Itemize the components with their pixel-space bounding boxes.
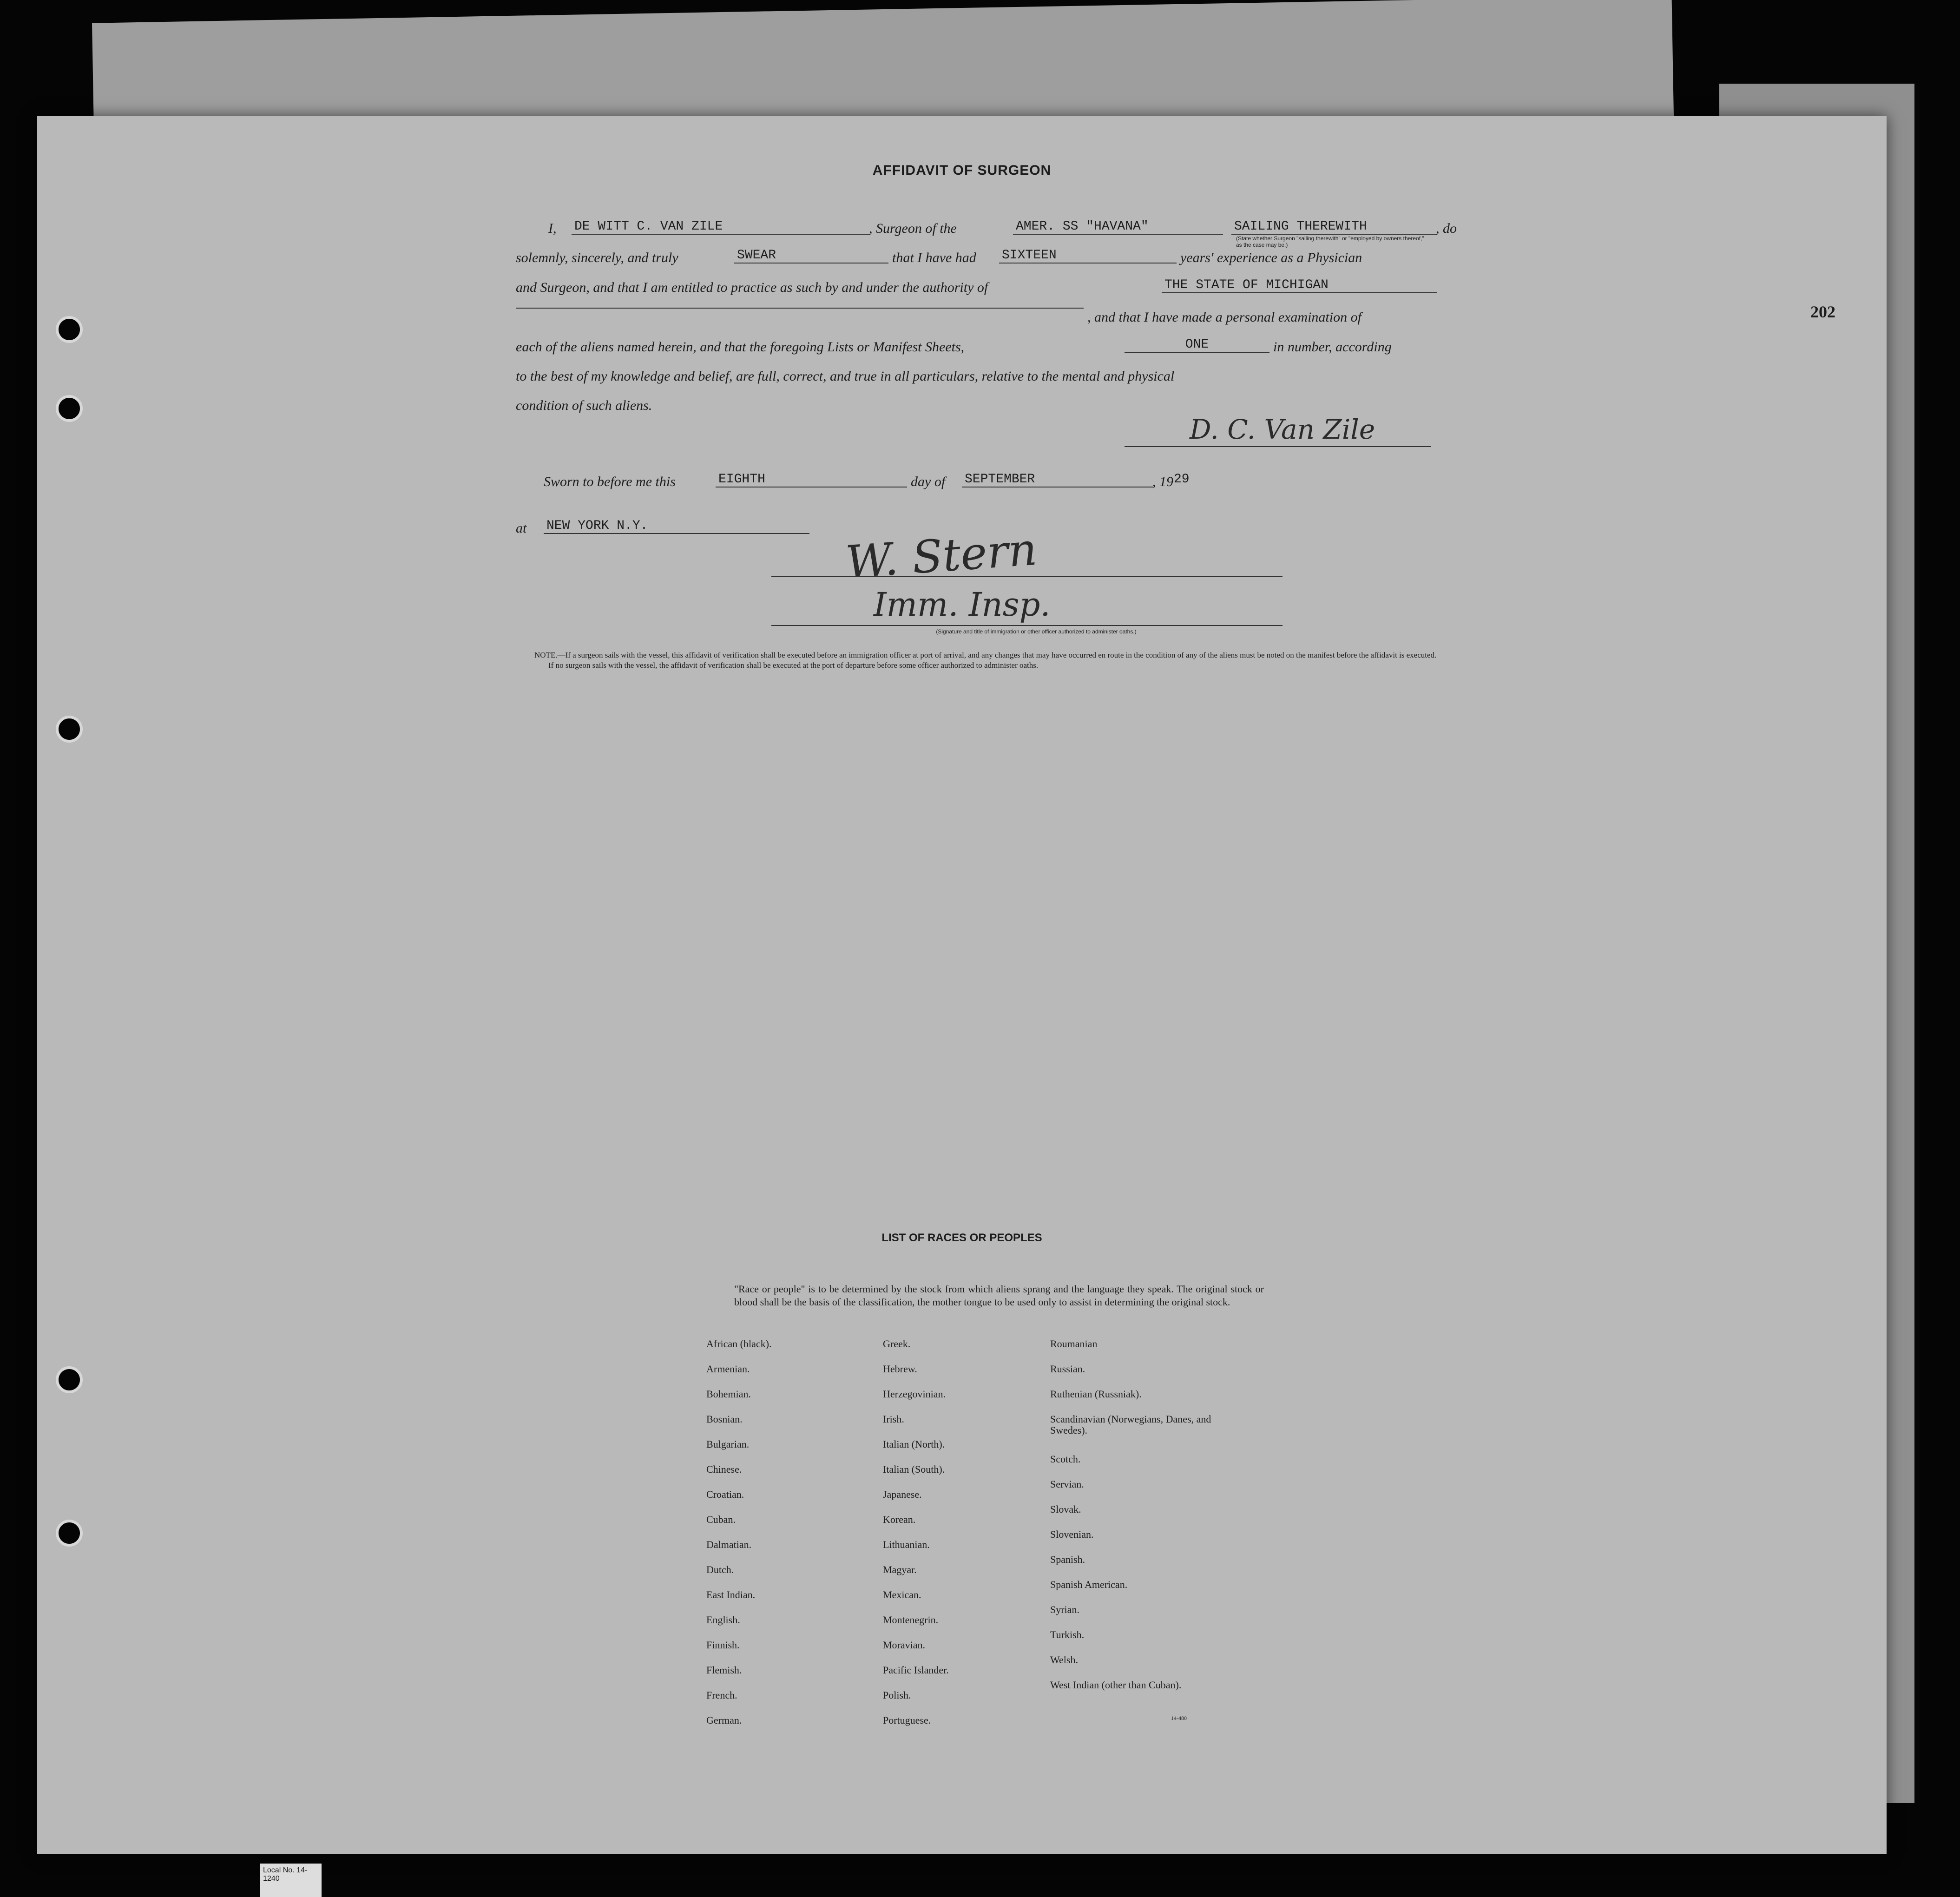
race-item: Scandinavian (Norwegians, Danes, and Swedes).: [1050, 1413, 1211, 1436]
race-item: Montenegrin.: [883, 1614, 939, 1626]
sworn-month: SEPTEMBER: [962, 472, 1153, 487]
sheets-count: ONE: [1125, 337, 1269, 353]
licensing-authority: THE STATE OF MICHIGAN: [1162, 278, 1437, 293]
affidavit-text: to the best of my knowledge and belief, are full, correct, and true in all particulars, relative to the mental and physical: [516, 369, 1175, 384]
race-item: Greek.: [883, 1338, 911, 1350]
race-item: Slovak.: [1050, 1503, 1081, 1515]
affidavit-text: , Surgeon of the: [869, 221, 957, 236]
oath-type: SWEAR: [734, 248, 888, 263]
race-item: Armenian.: [706, 1363, 750, 1375]
race-item: East Indian.: [706, 1589, 756, 1601]
sailing-status: SAILING THEREWITH: [1231, 219, 1437, 235]
sworn-year: 29: [1174, 472, 1190, 487]
races-title: LIST OF RACES OR PEOPLES: [881, 1232, 1042, 1244]
race-item: Bosnian.: [706, 1413, 743, 1425]
race-item: Pacific Islander.: [883, 1664, 949, 1676]
race-item: Finnish.: [706, 1639, 740, 1651]
race-item: Polish.: [883, 1689, 911, 1701]
races-intro: "Race or people" is to be determined by the stock from which aliens sprang and the language they speak. The original stock or blood shall be the basis of the classification, the mother tongue to be used only to assist in determining the original stock.: [734, 1283, 1264, 1308]
affidavit-text: , do: [1436, 221, 1457, 236]
affidavit-text: that I have had: [892, 250, 976, 265]
signature-line: [1125, 446, 1431, 447]
race-item: English.: [706, 1614, 740, 1626]
sworn-place: NEW YORK N.Y.: [544, 519, 809, 534]
affidavit-note: [534, 651, 1473, 671]
affidavit-text: each of the aliens named herein, and that the foregoing Lists or Manifest Sheets,: [516, 339, 965, 355]
vessel-name: AMER. SS "HAVANA": [1013, 219, 1223, 235]
race-item: Magyar.: [883, 1564, 917, 1575]
punch-hole: [56, 1366, 83, 1393]
authority-continued: [516, 308, 1084, 309]
race-item: Roumanian: [1050, 1338, 1098, 1350]
race-item: Cuban.: [706, 1514, 736, 1525]
race-item: Russian.: [1050, 1363, 1085, 1375]
sworn-text: day of: [911, 474, 946, 489]
race-item: Bulgarian.: [706, 1438, 750, 1450]
page-number: 202: [1810, 303, 1835, 321]
race-item: Herzegovinian.: [883, 1388, 946, 1400]
race-item: Servian.: [1050, 1478, 1084, 1490]
punch-hole: [56, 395, 83, 422]
races-column-2: [883, 1338, 949, 1740]
affidavit-text: I,: [548, 221, 557, 236]
race-item: Japanese.: [883, 1489, 922, 1500]
affidavit-title: AFFIDAVIT OF SURGEON: [872, 163, 1052, 178]
race-item: Dalmatian.: [706, 1539, 752, 1550]
sworn-text: at: [516, 520, 527, 536]
race-item: Slovenian.: [1050, 1528, 1094, 1540]
punch-hole: [56, 316, 83, 343]
affidavit-text: solemnly, sincerely, and truly: [516, 250, 678, 265]
race-item: Spanish American.: [1050, 1579, 1128, 1590]
race-item: Scotch.: [1050, 1453, 1081, 1465]
race-item: Hebrew.: [883, 1363, 917, 1375]
race-item: French.: [706, 1689, 737, 1701]
race-item: Turkish.: [1050, 1629, 1085, 1640]
affidavit-text: years' experience as a Physician: [1180, 250, 1362, 265]
note-paragraph: If no surgeon sails with the vessel, the affidavit of verification shall be executed at the port of departure before some officer authorized to administer oaths.: [548, 661, 1039, 670]
document-page: [37, 116, 1887, 1854]
race-item: Korean.: [883, 1514, 916, 1525]
race-item: Bohemian.: [706, 1388, 751, 1400]
race-item: West Indian (other than Cuban).: [1050, 1679, 1182, 1691]
race-item: Ruthenian (Russniak).: [1050, 1388, 1142, 1400]
years-experience: SIXTEEN: [999, 248, 1177, 263]
officer-title-signature: Imm. Insp.: [874, 586, 1051, 624]
race-item: African (black).: [706, 1338, 772, 1350]
affidavit-text: in number, according: [1273, 339, 1392, 355]
form-number: 14-480: [1171, 1715, 1187, 1721]
race-item: Mexican.: [883, 1589, 921, 1601]
race-item: Flemish.: [706, 1664, 742, 1676]
race-item: Italian (North).: [883, 1438, 945, 1450]
race-item: Syrian.: [1050, 1604, 1079, 1615]
race-item: Dutch.: [706, 1564, 734, 1575]
sworn-text: , 19: [1152, 474, 1173, 489]
race-item: Lithuanian.: [883, 1539, 930, 1550]
sworn-day: EIGHTH: [716, 472, 907, 487]
race-item: Irish.: [883, 1413, 904, 1425]
officer-signature: W. Stern: [844, 523, 1039, 589]
race-item: Moravian.: [883, 1639, 926, 1651]
race-item: Chinese.: [706, 1463, 742, 1475]
surgeon-signature: D. C. Van Zile: [1190, 414, 1375, 445]
races-column-1: [706, 1338, 771, 1740]
race-item: Welsh.: [1050, 1654, 1078, 1666]
race-item: Portuguese.: [883, 1714, 931, 1726]
officer-line: [771, 576, 1283, 577]
officer-caption: (Signature and title of immigration or other officer authorized to administer oaths.): [936, 628, 1137, 635]
race-item: Spanish.: [1050, 1554, 1085, 1565]
races-column-3: [1050, 1338, 1245, 1719]
affidavit-text: and Surgeon, and that I am entitled to practice as such by and under the authority of: [516, 280, 988, 295]
race-item: Italian (South).: [883, 1463, 945, 1475]
race-item: Croatian.: [706, 1489, 744, 1500]
affidavit-text: condition of such aliens.: [516, 398, 652, 413]
punch-hole: [56, 1520, 83, 1547]
sailing-note: (State whether Surgeon "sailing therewith" or "employed by owners thereof," as the case may be.): [1236, 235, 1424, 248]
local-number-label: Local No. 14-1240: [260, 1864, 322, 1897]
affidavit-text: , and that I have made a personal examination of: [1087, 310, 1361, 325]
note-paragraph: NOTE.—If a surgeon sails with the vessel, this affidavit of verification shall be executed before an immigration officer at port of arrival, and any changes that may have occurred en route in the condition of any of the aliens must be noted on the manifest before the affidavit is executed.: [534, 651, 1437, 659]
punch-hole: [56, 716, 83, 743]
surgeon-name: DE WITT C. VAN ZILE: [572, 219, 870, 235]
race-item: German.: [706, 1714, 742, 1726]
sworn-text: Sworn to before me this: [544, 474, 676, 489]
